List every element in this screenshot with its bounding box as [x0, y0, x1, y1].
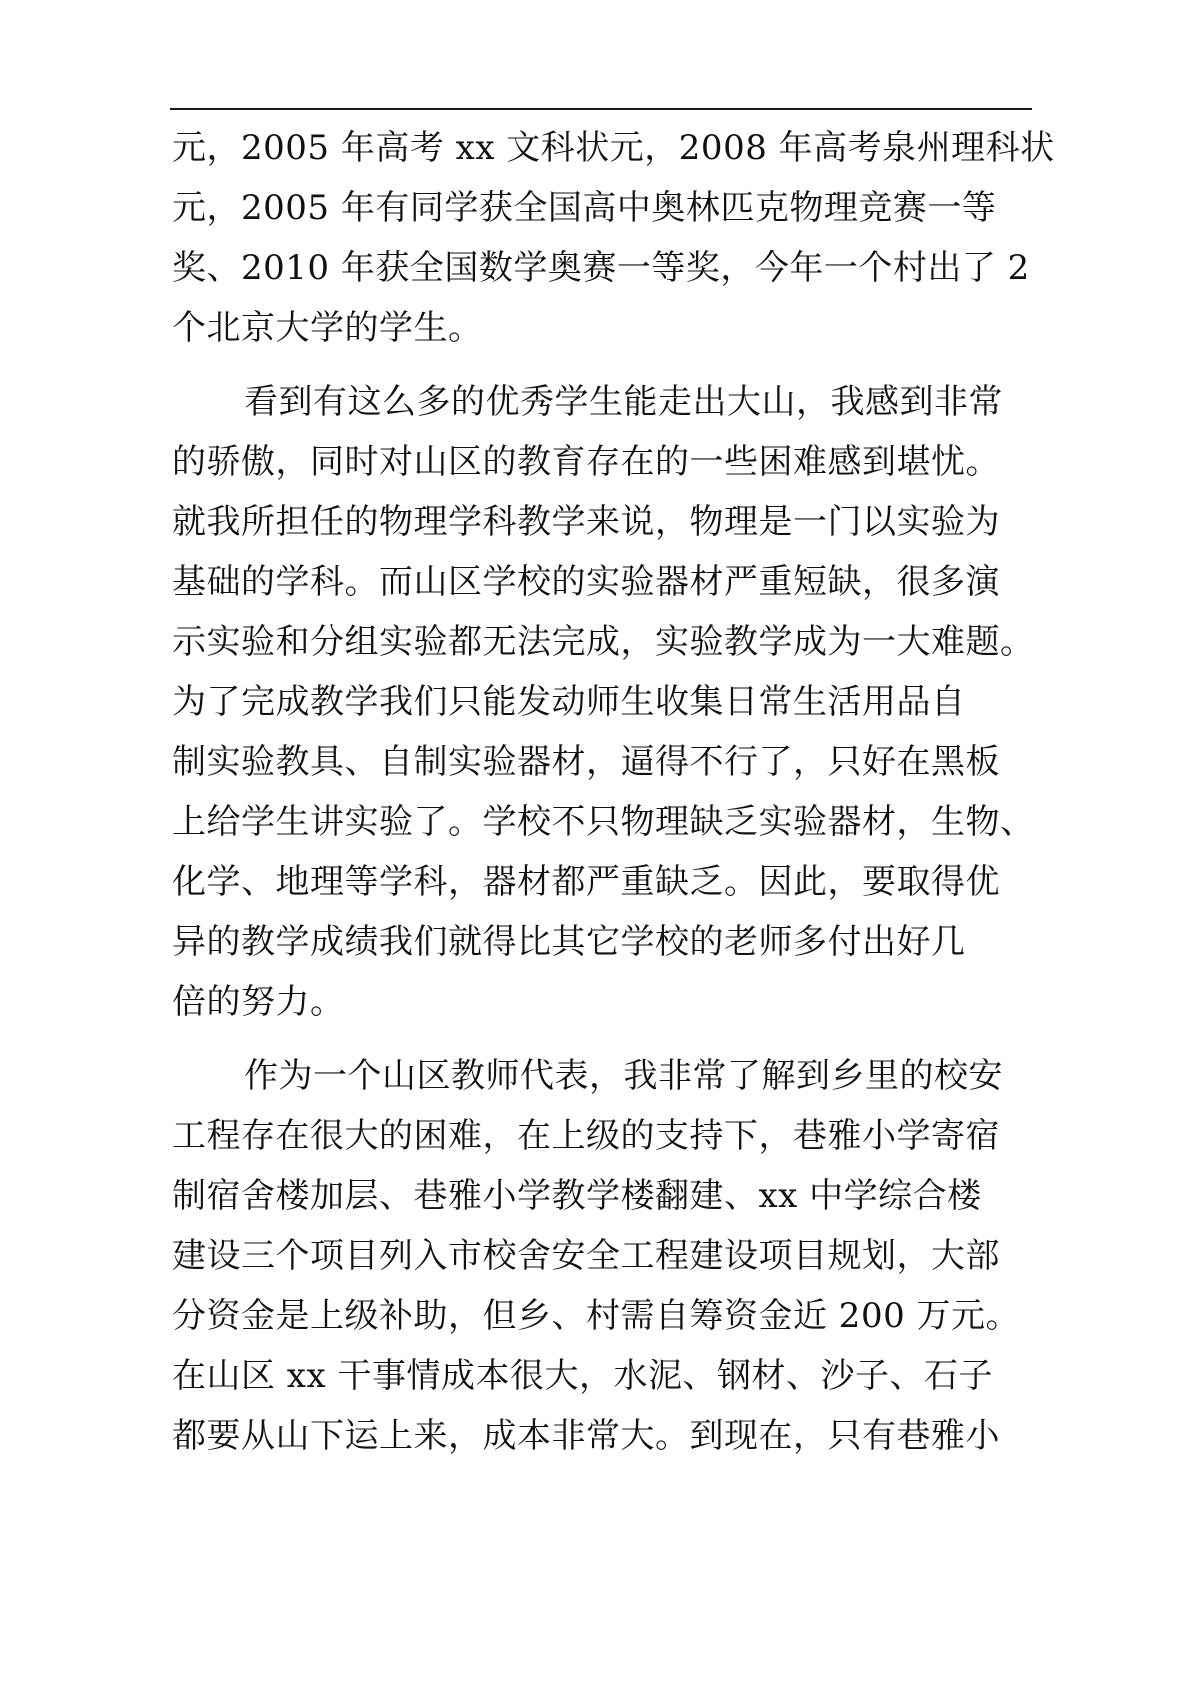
text-line: 为了完成教学我们只能发动师生收集日常生活用品自 [172, 682, 966, 722]
text-line: 化学、地理等学科，器材都严重缺乏。因此，要取得优 [172, 862, 1000, 902]
text-line: 的骄傲，同时对山区的教育存在的一些困难感到堪忧。 [172, 442, 1000, 482]
text-line: 示实验和分组实验都无法完成，实验教学成为一大难题。 [172, 622, 1035, 662]
paragraph-2 [172, 372, 1052, 1032]
text-line: 倍的努力。 [172, 982, 345, 1022]
text-line: 就我所担任的物理学科教学来说，物理是一门以实验为 [172, 502, 1000, 542]
text-line: 看到有这么多的优秀学生能走出大山，我感到非常 [244, 382, 1003, 422]
paragraph-1 [172, 118, 1055, 358]
text-line: 都要从山下运上来，成本非常大。到现在，只有巷雅小 [172, 1416, 1000, 1456]
text-line: 建设三个项目列入市校舍安全工程建设项目规划，大部 [172, 1236, 1000, 1276]
header-rule [170, 108, 1032, 110]
text-line: 个北京大学的学生。 [172, 308, 483, 348]
text-line: 异的教学成绩我们就得比其它学校的老师多付出好几 [172, 922, 966, 962]
text-line: 基础的学科。而山区学校的实验器材严重短缺，很多演 [172, 562, 1000, 602]
paragraph-3 [172, 1046, 1052, 1466]
text-line: 元，2005 年高考 xx 文科状元，2008 年高考泉州理科状 [172, 128, 1055, 168]
text-line: 在山区 xx 干事情成本很大，水泥、钢材、沙子、石子 [172, 1356, 993, 1396]
document-body [172, 118, 1055, 1466]
text-line: 制宿舍楼加层、巷雅小学教学楼翻建、xx 中学综合楼 [172, 1176, 982, 1216]
text-line: 工程存在很大的困难，在上级的支持下，巷雅小学寄宿 [172, 1116, 1000, 1156]
text-line: 作为一个山区教师代表，我非常了解到乡里的校安 [244, 1056, 1003, 1096]
text-line: 分资金是上级补助，但乡、村需自筹资金近 200 万元。 [172, 1296, 1021, 1336]
text-line: 上给学生讲实验了。学校不只物理缺乏实验器材，生物、 [172, 802, 1035, 842]
text-line: 奖、2010 年获全国数学奥赛一等奖，今年一个村出了 2 [172, 248, 1030, 288]
text-line: 制实验教具、自制实验器材，逼得不行了，只好在黑板 [172, 742, 1000, 782]
text-line: 元，2005 年有同学获全国高中奥林匹克物理竞赛一等 [172, 188, 997, 228]
